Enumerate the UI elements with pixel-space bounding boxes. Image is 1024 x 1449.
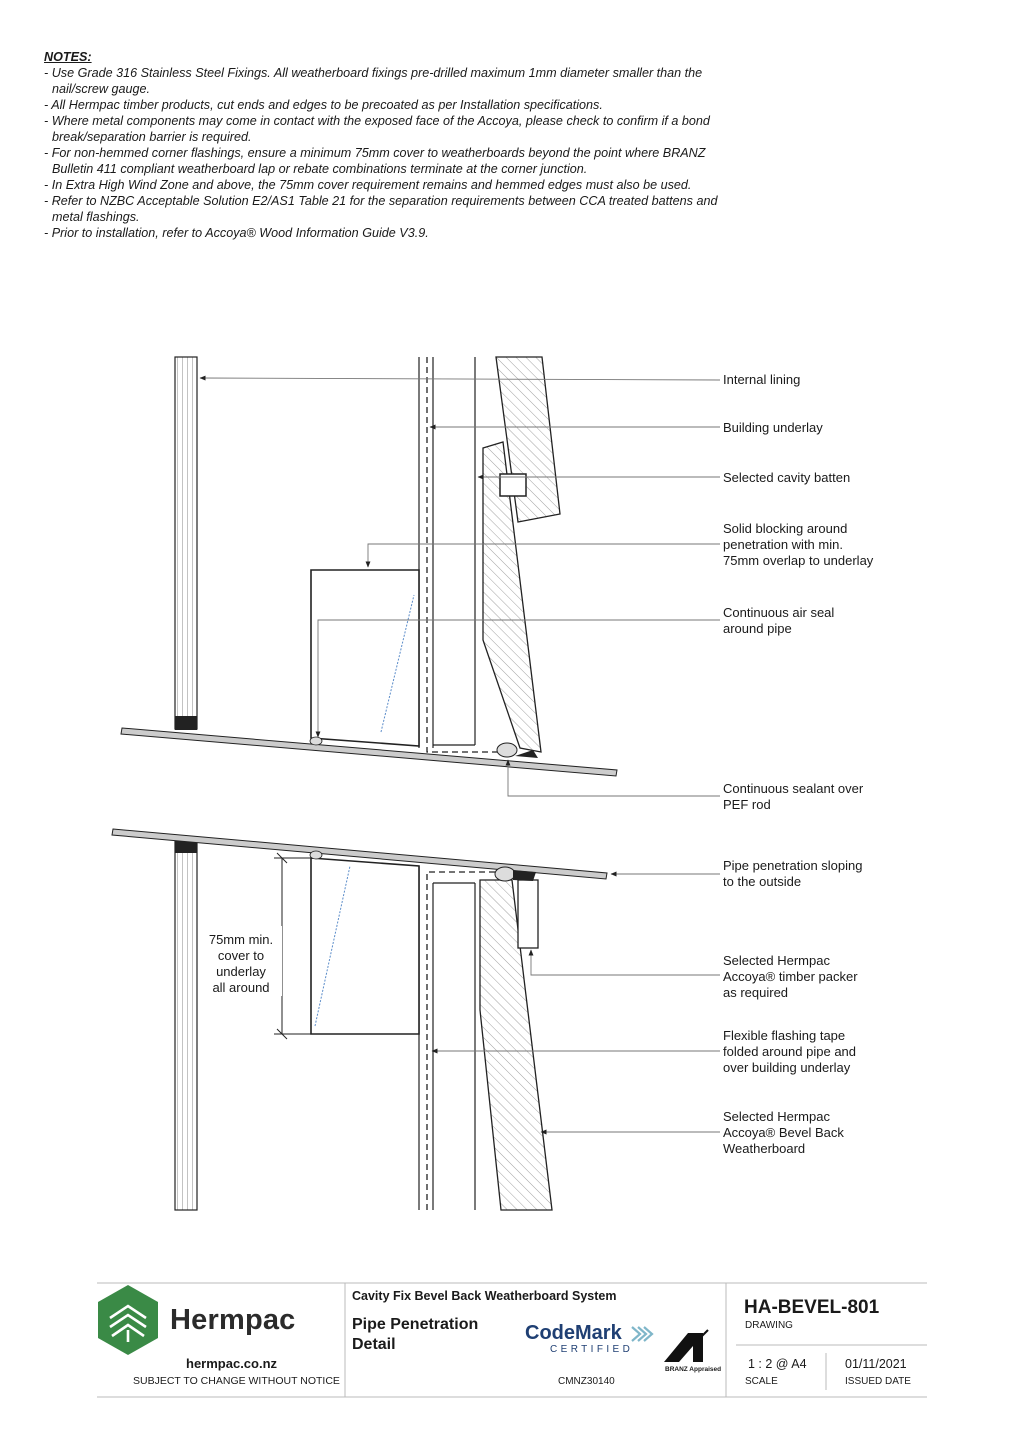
note-item: - All Hermpac timber products, cut ends and edges to be precoated as per Installation specifications. — [44, 98, 603, 112]
svg-text:Flexible flashing tape: Flexible flashing tape — [723, 1028, 846, 1043]
note-item: - For non-hemmed corner flashings, ensure a minimum 75mm cover to weatherboards beyond the point where BRANZ Bulletin 411 compliant weatherboard lap or rebate combinations terminate at the corner junction. — [44, 146, 706, 176]
svg-text:folded around pipe and: folded around pipe and — [723, 1044, 857, 1059]
codemark-chevron-icon — [632, 1327, 652, 1341]
hermpac-logo-icon — [98, 1285, 158, 1355]
svg-text:underlay: underlay — [216, 964, 266, 979]
website-link[interactable]: hermpac.co.nz — [186, 1356, 278, 1371]
internal-lining-lower — [175, 839, 197, 1210]
svg-text:over building underlay: over building underlay — [723, 1060, 851, 1075]
svg-text:Solid blocking around: Solid blocking around — [723, 521, 848, 536]
label-cavity-batten: Selected cavity batten — [723, 470, 851, 485]
label-building-underlay: Building underlay — [723, 420, 823, 435]
note-item: - Where metal components may come in contact with the exposed face of the Accoya, please check to confirm if a bond break/separation barrier is required. — [44, 114, 710, 144]
note-item: - Refer to NZBC Acceptable Solution E2/AS1 Table 21 for the separation requirements between CCA treated battens and metal flashings. — [44, 194, 718, 224]
svg-text:penetration with min.: penetration with min. — [723, 537, 843, 552]
svg-text:Continuous air seal: Continuous air seal — [723, 605, 835, 620]
svg-text:Selected Hermpac: Selected Hermpac — [723, 953, 830, 968]
codemark-certified: CERTIFIED — [550, 1344, 634, 1355]
solid-blocking-lower — [311, 858, 419, 1034]
svg-text:as required: as required — [723, 985, 789, 1000]
svg-text:75mm overlap to underlay: 75mm overlap to underlay — [723, 553, 874, 568]
label-internal-lining: Internal lining — [723, 372, 801, 387]
drawing-label: DRAWING — [745, 1320, 793, 1331]
issued-date-value: 01/11/2021 — [845, 1357, 907, 1371]
scale-label: SCALE — [745, 1376, 778, 1387]
drawing-number: HA-BEVEL-801 — [744, 1297, 880, 1318]
drawing-title-line-1: Pipe Penetration — [352, 1316, 479, 1333]
label-air-seal — [723, 605, 834, 636]
codemark-number: CMNZ30140 — [558, 1376, 615, 1387]
solid-blocking-upper — [311, 570, 419, 746]
internal-lining-upper — [175, 357, 197, 730]
brand-name: Hermpac — [170, 1304, 296, 1336]
leader-internal-lining — [200, 378, 720, 380]
note-item: - Use Grade 316 Stainless Steel Fixings. All weatherboard fixings pre-drilled maximum 1mm diameter smaller than the nail/screw gauge. — [44, 66, 703, 96]
svg-text:Pipe penetration sloping: Pipe penetration sloping — [723, 858, 863, 873]
codemark-logo-text: CodeMark — [525, 1322, 622, 1344]
label-pipe-slope — [723, 858, 863, 889]
label-flashing-tape — [723, 1028, 856, 1075]
note-item: - In Extra High Wind Zone and above, the 75mm cover requirement remains and hemmed edges must also be used. — [44, 178, 692, 192]
label-solid-blocking — [723, 521, 874, 568]
svg-text:PEF rod: PEF rod — [723, 797, 771, 812]
weatherboard-lower — [480, 880, 552, 1210]
branz-logo-icon — [664, 1330, 708, 1362]
svg-text:around pipe: around pipe — [723, 621, 792, 636]
issued-date-label: ISSUED DATE — [845, 1376, 911, 1387]
notes-title: NOTES: — [44, 50, 92, 64]
note-item: - Prior to installation, refer to Accoya® Wood Information Guide V3.9. — [44, 226, 429, 240]
svg-text:Accoya® timber packer: Accoya® timber packer — [723, 969, 858, 984]
label-sealant — [723, 781, 864, 812]
svg-text:Continuous sealant over: Continuous sealant over — [723, 781, 864, 796]
leader-solid-blocking — [368, 544, 720, 567]
label-timber-packer — [723, 953, 858, 1000]
svg-text:all around: all around — [212, 980, 270, 995]
weatherboard-upper — [483, 357, 560, 752]
svg-text:to the outside: to the outside — [723, 874, 802, 889]
svg-text:cover to: cover to — [217, 948, 265, 963]
label-weatherboard — [723, 1109, 844, 1156]
svg-text:Selected Hermpac: Selected Hermpac — [723, 1109, 830, 1124]
svg-text:75mm min.: 75mm min. — [208, 932, 274, 947]
leader-timber-packer — [531, 950, 720, 975]
system-name: Cavity Fix Bevel Back Weatherboard System — [352, 1289, 617, 1303]
drawing-title-line-2: Detail — [352, 1336, 396, 1353]
branz-appraised-text: BRANZ Appraised — [665, 1366, 722, 1373]
svg-text:Accoya® Bevel Back: Accoya® Bevel Back — [723, 1125, 844, 1140]
dimension-label — [209, 932, 273, 995]
svg-text:Weatherboard: Weatherboard — [723, 1141, 806, 1156]
disclaimer: SUBJECT TO CHANGE WITHOUT NOTICE — [133, 1375, 340, 1387]
scale-value: 1 : 2 @ A4 — [748, 1357, 807, 1371]
